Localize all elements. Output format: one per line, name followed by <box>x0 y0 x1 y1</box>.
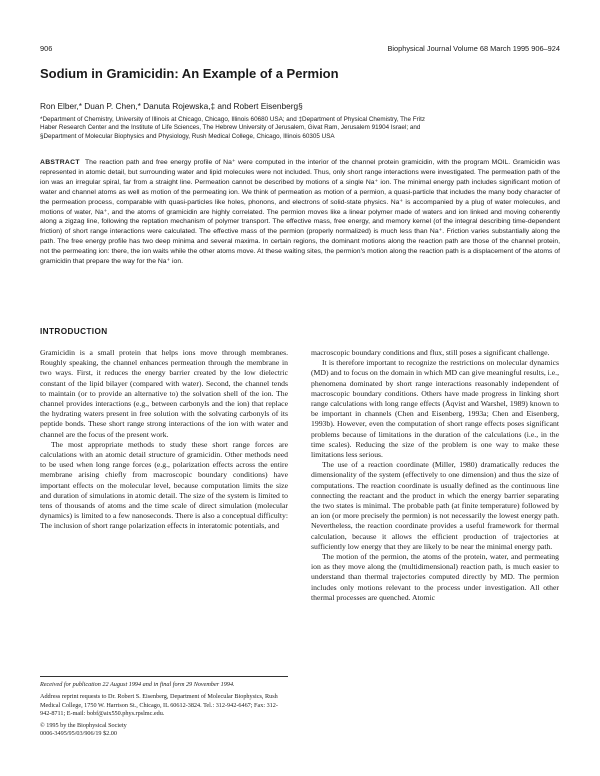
paragraph: macroscopic boundary conditions and flux, still poses a significant challenge. <box>311 348 550 357</box>
running-header <box>40 44 560 56</box>
affiliation-line: Haber Research Center and the Institute of Life Sciences, The Hebrew University of Jerusalem, Givat Ram, Jerusalem 91904 Israel; and <box>40 124 421 132</box>
article-title: Sodium in Gramicidin: An Example of a Permion <box>40 66 339 81</box>
received-note: Received for publication 22 August 1994 and in final form 29 November 1994. <box>40 681 235 688</box>
affiliation-line: §Department of Molecular Biophysics and Physiology, Rush Medical College, Chicago, Illinois 60305 USA <box>40 132 335 140</box>
footnotes <box>40 681 288 739</box>
reprint-request-note: Address reprint requests to Dr. Robert S. Eisenberg, Department of Molecular Biophysics, Rush Medical College, 1750 W. Harrison St., Chicago, IL 60612-3824. Tel.: 312-942-6467; Fax: 312-942-8711; E-mail: bobf@aix550.phys.rpslmc.edu. <box>40 693 278 717</box>
footnote-rule <box>40 676 288 677</box>
article-code: 0006-3495/95/03/906/19 $2.00 <box>40 730 117 738</box>
copyright-note: © 1995 by the Biophysical Society <box>40 722 127 730</box>
left-column <box>40 348 288 532</box>
paragraph: It is therefore important to recognize the restrictions on molecular dynamics (MD) and to focus on the domain in which MD can give meaningful results, i.e., phenomena dominated by short range interactions reasonably independent of macroscopic boundary conditions. Others have made progress in linking short range calculations with long range effects (Åqvist and Warshel, 1989) known to be important in channels (Chen and Eisenberg, 1993a; Chen and Eisenberg, 1993b). However, even the computation of short range effects poses significant problems because of limitations in the duration of the calculations (i.e., in the time scales). Reducing the size of the problem is one way to make these limitations less serious. <box>311 358 559 460</box>
author-list: Ron Elber,* Duan P. Chen,* Danuta Rojewska,‡ and Robert Eisenberg§ <box>40 101 303 111</box>
paragraph: The use of a reaction coordinate (Miller, 1980) dramatically reduces the dimensionality of the system (effectively to one dimension) and thus the size of computations. The reaction coordinate is usually defined as the continuous line connecting the reactant and the product in which the energy barrier separating the two states is minimal. The probable path (at finite temperature) followed by an ion (or more precisely the permion) is not necessarily the lowest energy path. Nevertheless, the reaction coordinate provides a useful framework for thermal calculation, because it allows the efficient production of trajectories at sufficiently low energy that they are likely to be near the minimal energy path. <box>311 460 559 551</box>
paragraph: The motion of the permion, the atoms of the protein, water, and permeating ion as they move along the (multidimensional) reaction path, is much easier to understand than thermal trajectories computed directly by MD. The permion includes only motions relevant to the process under investigation. All other thermal processes are quenched. Atomic <box>311 552 559 602</box>
page-number: 906 <box>40 44 53 53</box>
paragraph: The most appropriate methods to study these short range forces are calculations with an atomic detail structure of gramicidin. Other methods need to be used when long range forces (e.g., polarization effects across the entire membrane arising chiefly from macroscopic boundary conditions) have important effects on the molecular level, because computation limits the size and duration of simulations in atomic detail. The size of the system is limited to tens of thousands of atoms and the time scale of direct simulation (molecular dynamics) is limited to a few nanoseconds. There is also a conceptual difficulty: The inclusion of short range polarization effects in interatomic potentials, and <box>40 439 288 531</box>
right-column <box>311 348 559 603</box>
affiliation-line: *Department of Chemistry, University of Illinois at Chicago, Chicago, Illinois 60680 USA; and ‡Department of Physical Chemistry, The Fritz <box>40 116 425 123</box>
paragraph: Gramicidin is a small protein that helps ions move through membranes. Roughly speaking, the channel enhances permeation through the membrane in two ways. First, it reduces the energy barrier created by the low dielectric constant of the lipid bilayer (compared with water). Second, the channel tends to maintain (or to provide an alternative to) the solvation shell of the ion. The channel provides interactions (e.g., between carbonyls and the ion) that replace the hydrating waters present in free solution with the solvating carbonyls of its peptide bonds. These short range strong interactions of the ion with water and channel are the focus of the present work. <box>40 348 288 439</box>
abstract-label: ABSTRACT <box>40 159 80 166</box>
section-heading-introduction: INTRODUCTION <box>40 327 108 336</box>
abstract-text: The reaction path and free energy profile of Na⁺ were computed in the interior of the channel protein gramicidin, with the program MOIL. Gramicidin was represented in atomic detail, but surrounding water and lipid molecules were not included. Thus, only short range interactions were investigated. The permeation path of the ion was an irregular spiral, far from a straight line. Permeation cannot be described by motions of a single Na⁺ ion. The minimal energy path includes significant motion of water and channel atoms as well as motion of the permeating ion. We think of permeation as motion of a permion, a quasi-particle that includes the many body character of the permeation process, comparable with quasi-particles like holes, phonons, and electrons of solid-state physics. Na⁺ is accompanied by a plug of water molecules, and motions of water, Na⁺, and the atoms of gramicidin are highly correlated. The permion moves like a linear polymer made of waters and ion linked and moving coherently along a zigzag line, following the reptation mechanism of polymer transport. The effective mass, free energy, and memory kernel (of the integral describing time-dependent friction) of short range interactions were calculated. The effective mass of the permion (properly normalized) is much less than Na⁺. Friction varies substantially along the path. The free energy profile has two deep minima and several maxima. In certain regions, the dominant motions along the reaction path are those of the channel protein, not the permeating ion: there, the ion waits while the other atoms move. At these waiting sites, the permion's motion along the reaction path is a displacement of the atoms of gramicidin that prepare the way for the Na⁺ ion. <box>40 159 560 266</box>
affiliations <box>40 116 560 141</box>
abstract <box>40 158 560 267</box>
journal-citation: Biophysical Journal Volume 68 March 1995 906–924 <box>387 44 560 53</box>
